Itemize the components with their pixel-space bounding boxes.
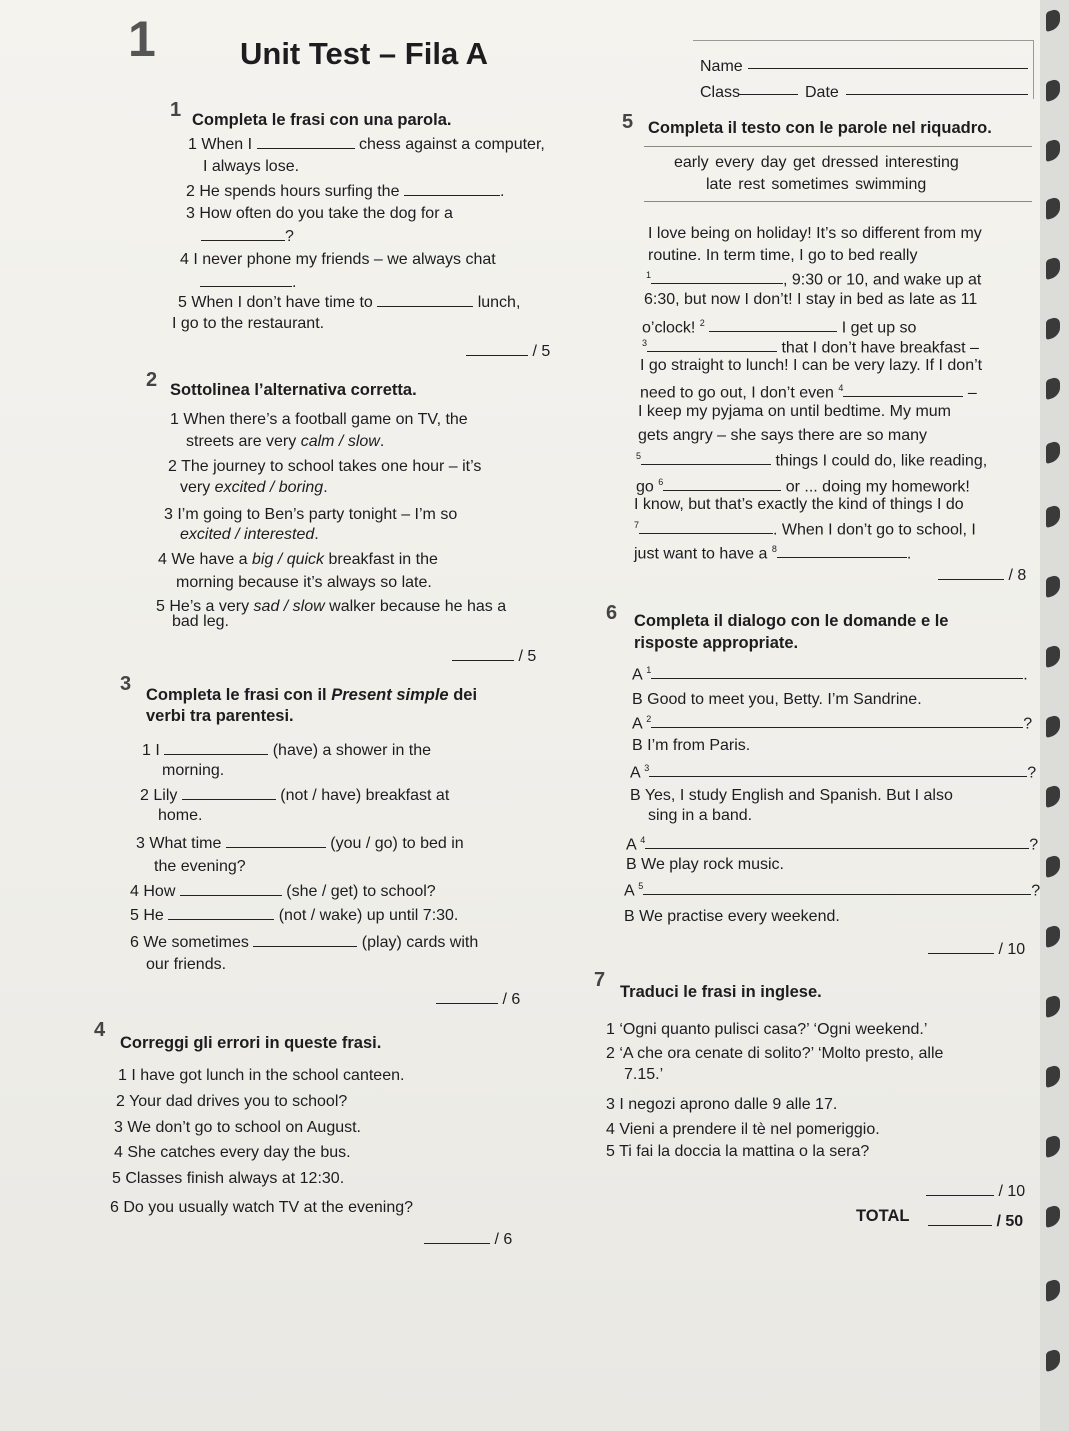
list-item-cont: home.: [158, 807, 203, 824]
dialogue-line: A $^3$ ?: [630, 763, 1037, 782]
list-item: 4 I never phone my friends – we always chat: [180, 251, 496, 268]
list-item-cont: our friends.: [146, 956, 227, 973]
list-item: 2 He spends hours surfing the .: [186, 183, 505, 200]
answer-blank[interactable]: [168, 905, 274, 920]
dialogue-line: B Yes, I study English and Spanish. But I also: [630, 787, 953, 804]
date-label: Date: [805, 84, 839, 101]
list-item: 1 ‘Ogni quanto pulisci casa?’ ‘Ogni weekend.’: [606, 1021, 928, 1038]
score-blank[interactable]: [938, 565, 1004, 580]
list-item: 4 We have a big / quick breakfast in the: [158, 551, 438, 568]
exercise-title: Correggi gli errori in queste frasi.: [120, 1034, 382, 1052]
score-box: / 8: [938, 565, 1026, 586]
dialogue-line: A $^1$ .: [632, 665, 1028, 684]
answer-blank[interactable]: [182, 785, 276, 800]
dialogue-line: B We practise every weekend.: [624, 908, 840, 925]
exercise-title: Completa le frasi con una parola.: [192, 111, 452, 129]
answer-blank[interactable]: [226, 833, 326, 848]
dialogue-line: B Good to meet you, Betty. I’m Sandrine.: [632, 691, 922, 708]
list-item: 3 What time (you / go) to bed in: [136, 835, 464, 852]
list-item: 2 Your dad drives you to school?: [116, 1093, 348, 1110]
exercise-title: Sottolinea l’alternativa corretta.: [170, 381, 417, 399]
text-line: gets angry – she says there are so many: [638, 427, 928, 444]
list-item: 3 I negozi aprono dalle 9 alle 17.: [606, 1096, 838, 1113]
dialogue-line: B I’m from Paris.: [632, 737, 751, 754]
exercise-number: 5: [622, 111, 634, 133]
list-item-cont: ?: [201, 226, 294, 247]
option-pair[interactable]: sad / slow: [253, 598, 325, 615]
dialogue-line: B We play rock music.: [626, 856, 784, 873]
score-box: / 10: [928, 939, 1025, 960]
score-box: / 5: [452, 646, 536, 667]
class-field[interactable]: [738, 82, 798, 95]
answer-blank[interactable]: [663, 476, 781, 491]
list-item: 5 He’s a very sad / slow walker because he has a: [156, 598, 507, 615]
text-line: $^1$ , 9:30 or 10, and wake up at: [646, 270, 982, 289]
exercise-number: 3: [120, 673, 132, 695]
text-line: routine. In term time, I go to bed really: [648, 247, 918, 264]
option-pair[interactable]: excited / interested: [180, 526, 315, 543]
total-blank[interactable]: [928, 1211, 992, 1226]
list-item-cont: streets are very calm / slow.: [186, 433, 385, 450]
answer-blank[interactable]: [643, 880, 1031, 895]
dialogue-line-cont: sing in a band.: [648, 807, 753, 824]
score-blank[interactable]: [466, 341, 528, 356]
list-item-cont: I always lose.: [203, 158, 300, 175]
score-blank[interactable]: [452, 646, 514, 661]
list-item-cont: the evening?: [154, 858, 246, 875]
text-line: I go straight to lunch! I can be very lazy. If I don’t: [640, 357, 983, 374]
list-item: 4 She catches every day the bus.: [114, 1144, 351, 1161]
list-item: 5 Classes finish always at 12:30.: [112, 1170, 345, 1187]
list-item: 3 I’m going to Ben’s party tonight – I’m so: [164, 506, 458, 523]
answer-blank[interactable]: [645, 834, 1029, 849]
dialogue-line: A $^5$ ?: [624, 881, 1041, 900]
list-item: 1 I have got lunch in the school canteen.: [118, 1067, 405, 1084]
option-pair[interactable]: excited / boring: [214, 479, 324, 496]
list-item: 3 We don’t go to school on August.: [114, 1119, 361, 1136]
page-title: Unit Test – Fila A: [240, 36, 489, 71]
answer-blank[interactable]: [257, 134, 355, 149]
exercise-number: 1: [170, 99, 182, 121]
list-item: 4 Vieni a prendere il tè nel pomeriggio.: [606, 1121, 880, 1138]
answer-blank[interactable]: [253, 932, 357, 947]
answer-blank[interactable]: [377, 292, 473, 307]
list-item-cont: I go to the restaurant.: [172, 315, 325, 332]
text-line: $^7$ . When I don’t go to school, I: [634, 520, 976, 539]
list-item: 3 How often do you take the dog for a: [186, 205, 453, 222]
text-line: $^3$ that I don’t have breakfast –: [642, 338, 979, 357]
list-item: 6 We sometimes (play) cards with: [130, 934, 479, 951]
text-line: I know, but that’s exactly the kind of things I do: [634, 496, 964, 513]
text-line: just want to have a $^8$ .: [634, 544, 912, 563]
exercise-title: Traduci le frasi in inglese.: [620, 983, 822, 1001]
score-box: / 6: [436, 989, 520, 1010]
list-item-cont: 7.15.’: [624, 1066, 664, 1083]
exercise-number: 7: [594, 969, 606, 991]
dialogue-line: A $^2$ ?: [632, 714, 1033, 733]
date-field[interactable]: [846, 82, 1028, 95]
list-item: 5 Ti fai la doccia la mattina o la sera?: [606, 1143, 870, 1160]
answer-blank[interactable]: [649, 762, 1027, 777]
answer-blank[interactable]: [647, 337, 777, 352]
answer-blank[interactable]: [843, 382, 963, 397]
score-blank[interactable]: [926, 1181, 994, 1196]
text-line: I keep my pyjama on until bedtime. My mum: [638, 403, 952, 420]
answer-blank[interactable]: [404, 181, 500, 196]
text-line: go $^6$ or ... doing my homework!: [636, 477, 970, 496]
text-line: I love being on holiday! It’s so different from my: [648, 225, 982, 242]
list-item: 1 When I chess against a computer,: [188, 136, 545, 153]
list-item: 1 I (have) a shower in the: [142, 742, 432, 759]
list-item-cont: morning because it’s always so late.: [176, 574, 432, 591]
list-item-cont: morning.: [162, 762, 225, 779]
exercise-title: Completa le frasi con il Present simple dei: [146, 686, 478, 704]
answer-blank[interactable]: [639, 519, 773, 534]
text-line: o’clock! $^2$ I get up so: [642, 318, 917, 337]
exercise-title-cont: verbi tra parentesi.: [146, 707, 294, 725]
list-item: 5 He (not / wake) up until 7:30.: [130, 907, 459, 924]
score-blank[interactable]: [436, 989, 498, 1004]
word-box-line: early every day get dressed interesting: [674, 154, 959, 171]
dialogue-line: A $^4$ ?: [626, 835, 1039, 854]
exercise-title-cont: risposte appropriate.: [634, 634, 799, 652]
answer-blank[interactable]: [777, 543, 907, 558]
answer-blank[interactable]: [201, 226, 285, 241]
class-label: Class: [700, 84, 741, 101]
text-line: $^5$ things I could do, like reading,: [636, 451, 988, 470]
list-item: 2 Lily (not / have) breakfast at: [140, 787, 450, 804]
answer-blank[interactable]: [200, 272, 292, 287]
name-label: Name: [700, 58, 743, 75]
list-item-cont: .: [200, 272, 296, 293]
score-box: / 6: [424, 1229, 512, 1250]
score-box: / 5: [466, 341, 550, 362]
answer-blank[interactable]: [709, 317, 837, 332]
text-line: 6:30, but now I don’t! I stay in bed as late as 11: [644, 291, 978, 308]
exercise-number: 6: [606, 602, 618, 624]
answer-blank[interactable]: [180, 881, 282, 896]
list-item: 2 The journey to school takes one hour – it’s: [168, 458, 482, 475]
answer-blank[interactable]: [651, 269, 783, 284]
list-item-cont: excited / interested.: [180, 526, 319, 543]
list-item: 2 ‘A che ora cenate di solito?’ ‘Molto presto, alle: [606, 1045, 944, 1062]
score-blank[interactable]: [928, 939, 994, 954]
name-field[interactable]: [748, 56, 1028, 69]
unit-number: 1: [128, 11, 156, 67]
total-label: TOTAL: [856, 1207, 910, 1225]
list-item-cont: bad leg.: [172, 613, 229, 630]
exercise-title: Completa il testo con le parole nel riquadro.: [648, 119, 992, 137]
option-pair[interactable]: big / quick: [252, 551, 325, 568]
score-blank[interactable]: [424, 1229, 490, 1244]
exercise-title: Completa il dialogo con le domande e le: [634, 612, 949, 630]
list-item: 4 How (she / get) to school?: [130, 883, 436, 900]
list-item-cont: very excited / boring.: [180, 479, 328, 496]
score-box: / 10: [926, 1181, 1025, 1202]
list-item: 5 When I don’t have time to lunch,: [178, 294, 521, 311]
list-item: 6 Do you usually watch TV at the evening?: [110, 1199, 414, 1216]
answer-blank[interactable]: [651, 713, 1023, 728]
answer-blank[interactable]: [164, 740, 268, 755]
list-item: 1 When there’s a football game on TV, the: [170, 411, 468, 428]
answer-blank[interactable]: [641, 450, 771, 465]
total-score: / 50: [928, 1211, 1023, 1232]
option-pair[interactable]: calm / slow: [300, 433, 380, 450]
answer-blank[interactable]: [651, 664, 1023, 679]
word-box-line: late rest sometimes swimming: [706, 176, 927, 193]
text-line: need to go out, I don’t even $^4$ –: [640, 383, 977, 402]
exercise-number: 4: [94, 1019, 106, 1041]
exercise-number: 2: [146, 369, 158, 391]
